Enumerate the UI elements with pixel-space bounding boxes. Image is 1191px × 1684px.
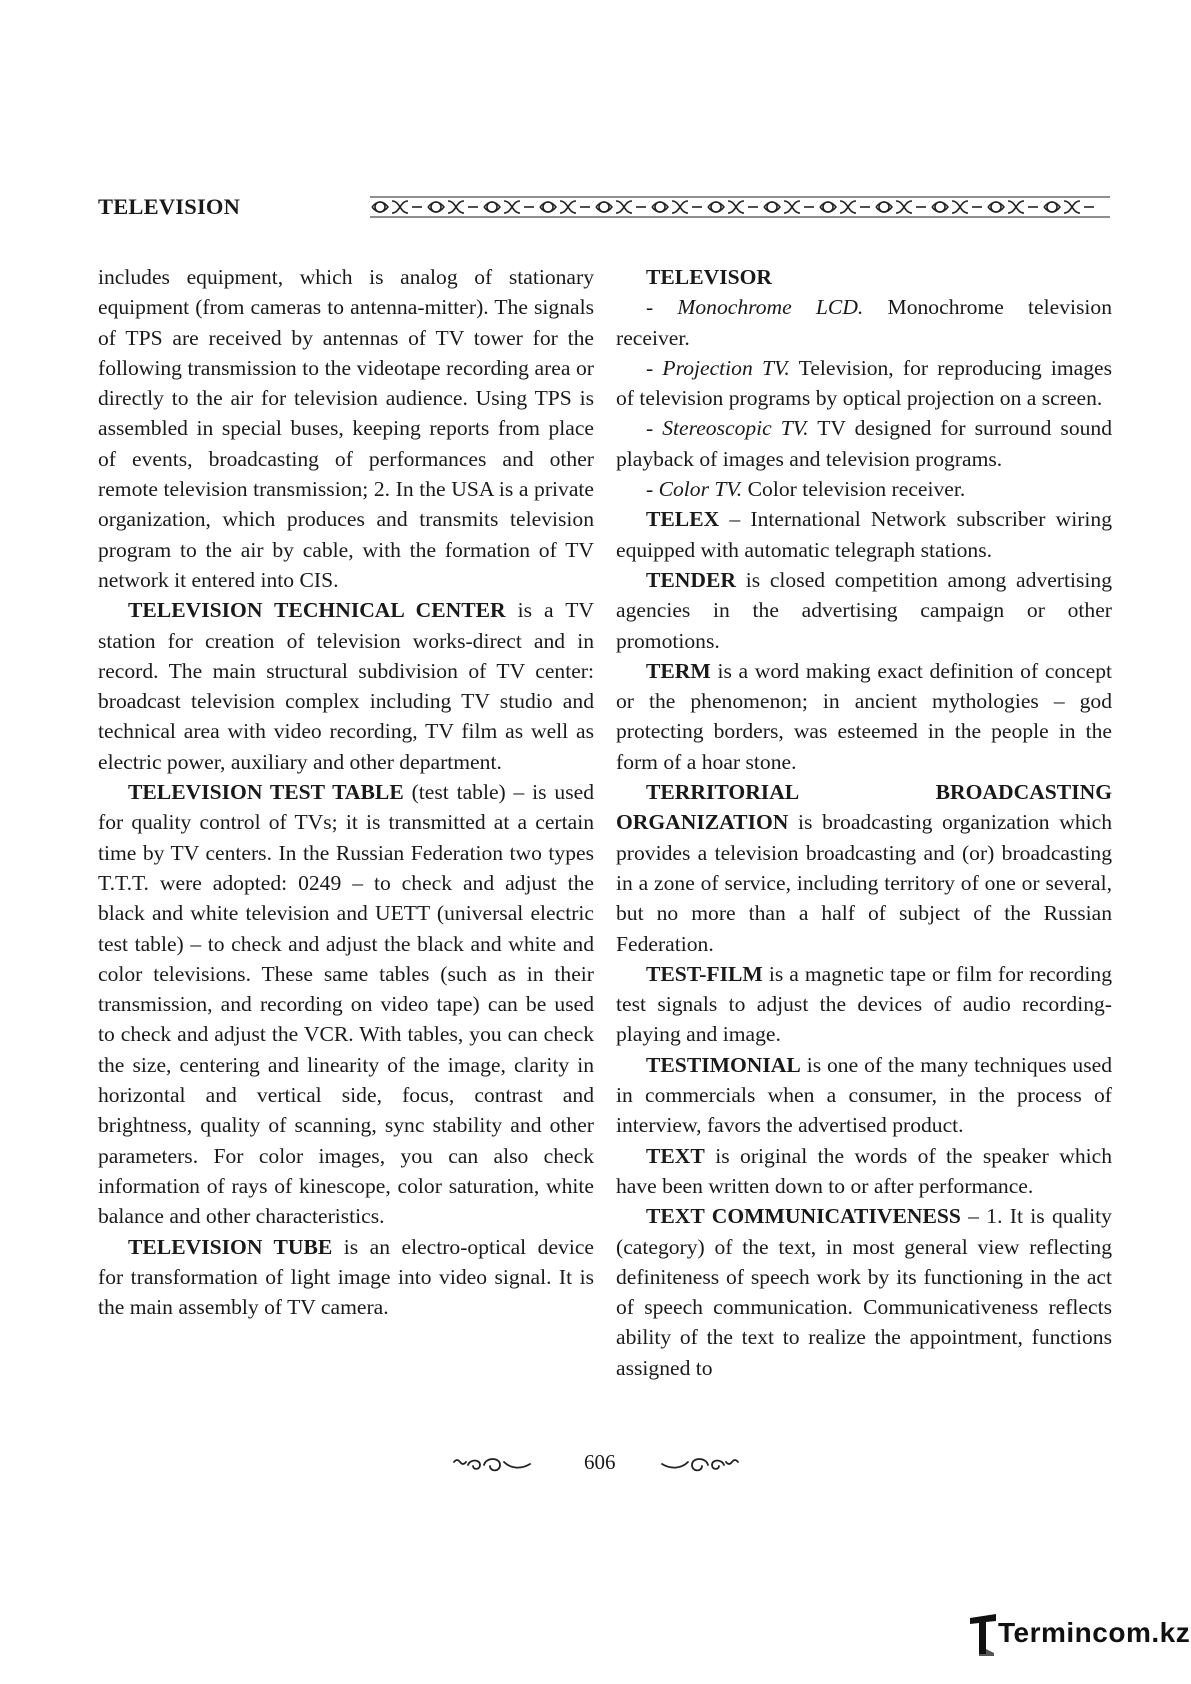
section-title: TELEVISION [98, 194, 241, 219]
sub-entry: - Stereoscopic TV. TV designed for surround sound playback of images and television programs. [616, 416, 1113, 471]
sub-entry-label: Stereoscopic TV. [662, 416, 809, 441]
entry-term: TEST-FILM [646, 961, 763, 986]
ornament-band [370, 195, 1112, 219]
running-header [98, 190, 1112, 226]
entry-body: is a TV station for creation of television works-direct and in record. The main structural subdivision of TV center: broadcast television complex including TV studio and technical area with video recording, TV film as well as electric power, auxiliary and other department. [98, 598, 595, 774]
entry-body: (test table) – is used for quality control of TVs; it is transmitted at a certain time by TV centers. In the Russian Federation two types T.T.T. were adopted: 0249 – to check and adjust the black and white television and UETT (universal electric test table) – to check and adjust the black and white and color televisions. These same tables (such as in their transmission, and recording on video tape) can be used to check and adjust the VCR. With tables, you can check the size, centering and linearity of the image, clarity in horizontal and vertical side, focus, contrast and brightness, quality of scanning, sync stability and other parameters. For color images, you can also check information of rays of kinescope, color saturation, white balance and other characteristics. [98, 780, 594, 1229]
entry-body: is closed competition among advertising agencies in the advertising campaign or other promotions. [616, 567, 1112, 653]
entry-continuation [98, 262, 594, 595]
sub-entry-body: TV designed for surround sound playback of images and television programs. [616, 416, 1113, 471]
entry-term: TERRITORIAL BROADCASTING ORGANIZATION [616, 780, 1112, 835]
sub-entry-body: Television, for reproducing images of television programs by optical projection on a screen. [616, 355, 1113, 411]
swirl-ornament-right-icon [658, 1454, 742, 1476]
entry-body: includes equipment, which is analog of stationary equipment (from cameras to antenna-mitter). The signals of TPS are received by antennas of TV tower for the following transmission to the videotape recording area or directly to the air for television audience. Using TPS is assembled in special buses, keeping reports from place of events, broadcasting of performances and other remote television transmission; 2. In the USA is a private organization, which produces and transmits television program to the air by cable, with the formation of TV network it entered into CIS. [98, 265, 594, 592]
entry-body: is original the words of the speaker which have been written down to or after performance. [616, 1143, 1112, 1198]
entry-body: is one of the many techniques used in commercials when a consumer, in the process of interview, favors the advertised product. [616, 1052, 1112, 1138]
entry-term: TELEVISION TUBE [128, 1234, 333, 1259]
entry [616, 565, 1112, 656]
entry-body: – International Network subscriber wiring equipped with automatic telegraph stations. [616, 507, 1112, 562]
entry [616, 504, 1112, 565]
entry [616, 1141, 1112, 1202]
entry [616, 959, 1112, 1050]
watermark-logo [968, 1612, 1191, 1658]
entry-term: TENDER [646, 567, 736, 592]
watermark-text: Termincom.kz [998, 1617, 1191, 1648]
right-column [616, 262, 1112, 1383]
swirl-ornament-left-icon [450, 1454, 534, 1476]
entry-term: TERM [646, 658, 711, 683]
entry-term: TELEVISION TEST TABLE [128, 780, 404, 805]
sub-entry: - Color TV. Color television receiver. [646, 477, 966, 502]
entry-body: is broadcasting organization which provides a television broadcasting and (or) broadcasting in a zone of service, including territory of one or several, but no more than a half of subject of the Russian Federation. [616, 810, 1112, 956]
entry-term: TESTIMONIAL [646, 1052, 801, 1077]
sub-entry-label: Color TV. [658, 477, 743, 502]
entry [98, 595, 594, 777]
page-footer [450, 1448, 750, 1480]
entry-body: – 1. It is quality (category) of the text, in most general view reflecting definiteness of speech work by its functioning in the act of speech communication. Communicativeness reflects ability of the text to realize the appointment, functions assigned to [616, 1204, 1112, 1380]
sub-entry: - Projection TV. Television, for reproducing images of television programs by optical projection on a screen. [616, 355, 1113, 411]
entry [616, 1201, 1112, 1383]
entry-term: TELEVISION TECHNICAL CENTER [128, 598, 506, 623]
entry-term: TEXT COMMUNICATIVENESS [646, 1204, 961, 1229]
entry-body: is an electro-optical device for transformation of light image into video signal. It is the main assembly of TV camera. [98, 1234, 594, 1320]
entry [616, 656, 1112, 777]
entry-body: is a word making exact definition of concept or the phenomenon; in ancient mythologies – god protecting borders, was esteemed in the people in the form of a hoar stone. [616, 658, 1112, 774]
entry-term: TELEVISOR [646, 265, 773, 289]
page-number: 606 [584, 1450, 616, 1474]
sub-entry-body: Color television receiver. [742, 477, 966, 502]
entry [616, 1050, 1112, 1141]
entry-term: TELEX [646, 507, 720, 532]
t-logo-icon [968, 1612, 998, 1656]
entry-term: TEXT [646, 1143, 705, 1168]
sub-entry: - Monochrome LCD. Monochrome television receiver. [616, 295, 1113, 350]
entry-body: is a magnetic tape or film for recording test signals to adjust the devices of audio recording-playing and image. [616, 961, 1112, 1047]
left-column [98, 262, 594, 1322]
entry [616, 777, 1112, 959]
sub-entry-label: Monochrome LCD. [677, 295, 864, 320]
entry-heading [616, 262, 1112, 292]
sub-entry-body: Monochrome television receiver. [616, 295, 1113, 350]
entry [98, 777, 594, 1231]
sub-entry-label: Projection TV. [662, 355, 790, 380]
entry [98, 1232, 594, 1323]
